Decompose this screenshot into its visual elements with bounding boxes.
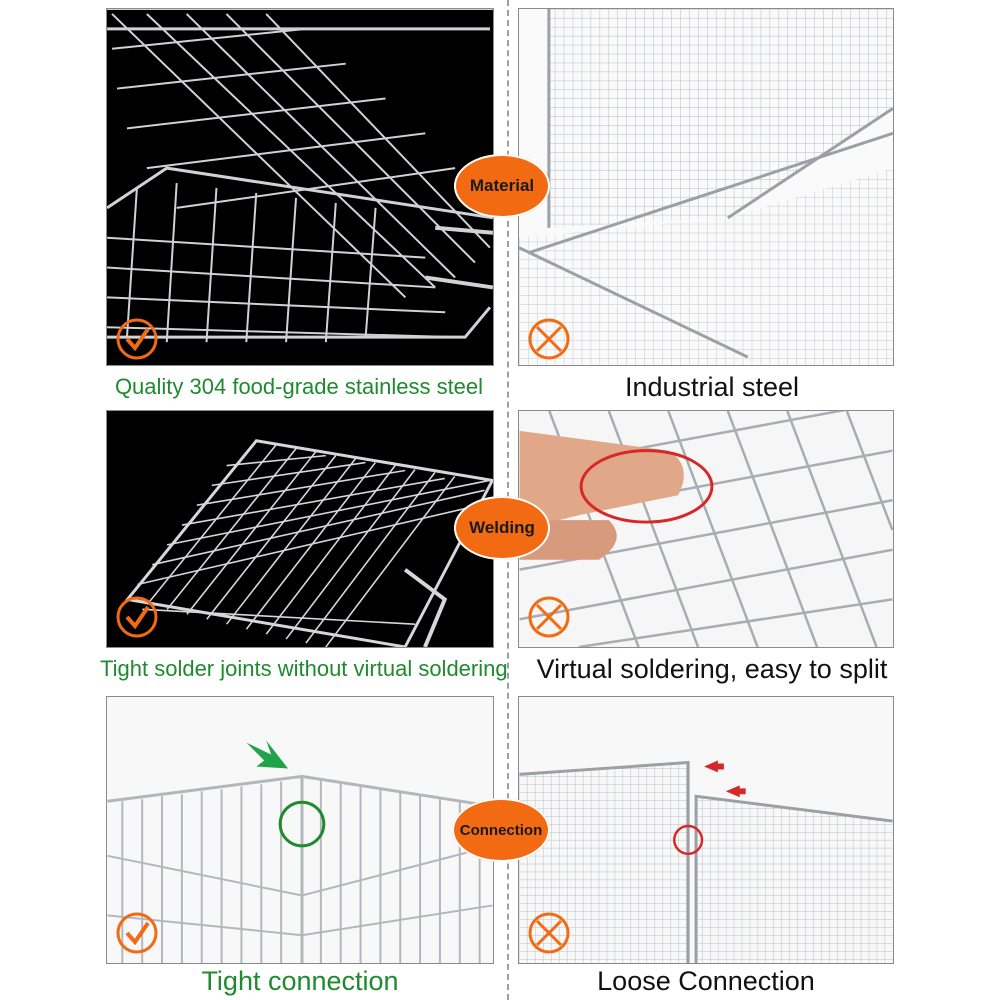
photo-tight-connection [106,696,494,964]
caption-loose-connection: Loose Connection [597,966,815,996]
cross-circle-icon [527,911,571,955]
loose-connection-illustration [519,697,893,963]
photo-304-steel-grill [106,8,494,366]
photo-industrial-steel-grill [518,8,894,366]
caption-industrial-steel: Industrial steel [624,372,800,402]
connection-badge-label: Connection [459,821,543,839]
virtual-solder-illustration [519,411,893,647]
check-circle-icon [115,317,159,361]
caption-virtual-soldering: Virtual soldering, easy to split [536,654,888,684]
grill-wire-illustration [107,9,493,365]
caption-tight-solder: Tight solder joints without virtual soldering [100,656,508,681]
caption-304-steel: Quality 304 food-grade stainless steel [114,374,484,399]
industrial-wire-illustration [519,9,893,365]
material-badge [454,154,550,218]
solder-wire-illustration [107,411,493,647]
tight-connection-illustration [107,697,493,963]
welding-badge [454,496,550,560]
photo-tight-solder-grill [106,410,494,648]
check-circle-icon [115,595,159,639]
photo-loose-connection [518,696,894,964]
welding-badge-label: Welding [469,518,535,537]
cross-circle-icon [527,595,571,639]
check-circle-icon [115,911,159,955]
connection-badge [452,798,550,862]
material-badge-label: Material [469,176,535,195]
caption-tight-connection: Tight connection [201,966,399,996]
cross-circle-icon [527,317,571,361]
photo-virtual-soldering [518,410,894,648]
